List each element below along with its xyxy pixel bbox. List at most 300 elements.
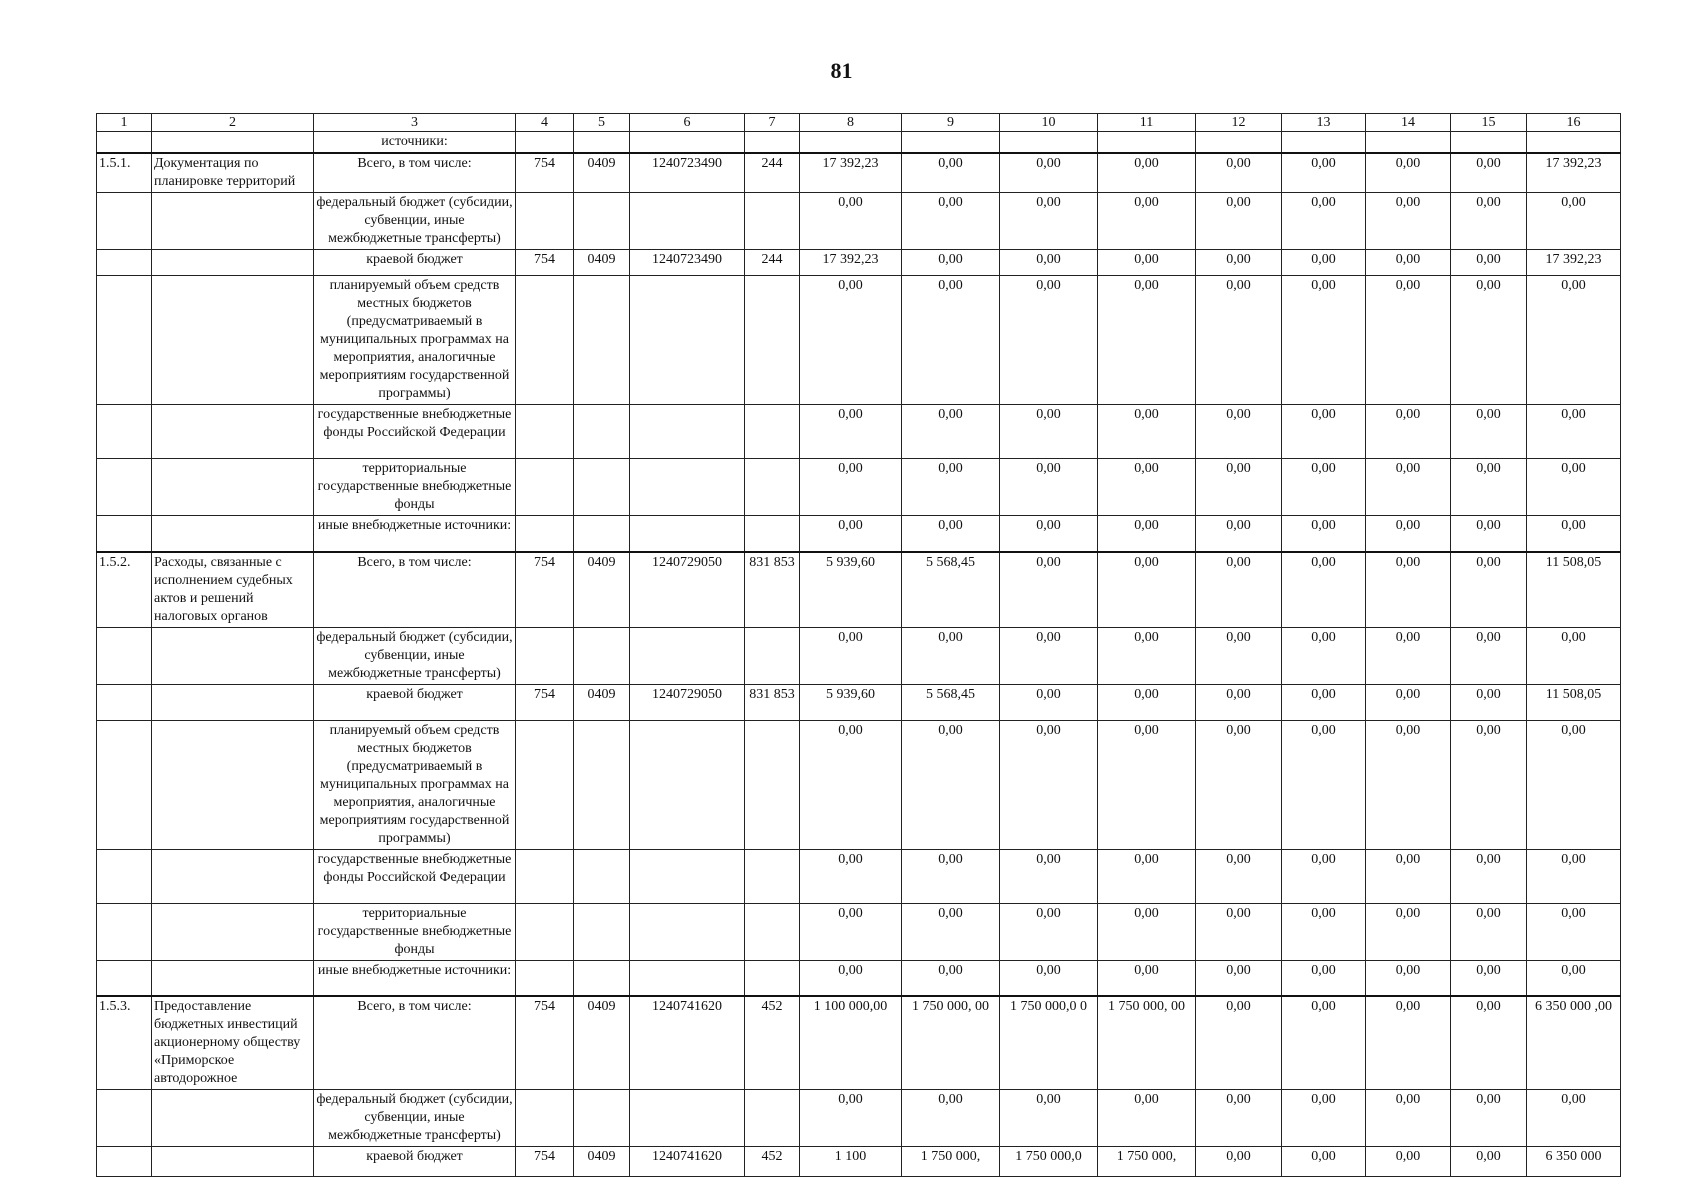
code-cell: 244 [745, 153, 800, 193]
value-cell: 0,00 [1451, 627, 1527, 684]
item-number-cell [97, 459, 152, 516]
value-cell: 1 750 000, 00 [1098, 996, 1196, 1090]
value-cell: 0,00 [1000, 1090, 1098, 1147]
code-cell [574, 193, 630, 250]
value-cell: 0,00 [1282, 903, 1366, 960]
funding-source-cell: источники: [314, 132, 516, 154]
value-cell: 0,00 [1196, 193, 1282, 250]
value-cell: 0,00 [800, 193, 902, 250]
value-cell: 0,00 [1098, 552, 1196, 628]
table-row [97, 1147, 1621, 1177]
value-cell: 0,00 [1196, 996, 1282, 1090]
column-header: 14 [1366, 114, 1451, 132]
item-name-cell [152, 405, 314, 459]
value-cell: 0,00 [800, 1090, 902, 1147]
funding-source-cell: федеральный бюджет (субсидии, субвенции, иные межбюджетные трансферты) [314, 1090, 516, 1147]
value-cell: 0,00 [800, 720, 902, 849]
code-cell [745, 193, 800, 250]
value-cell: 0,00 [1000, 276, 1098, 405]
table-row [97, 153, 1621, 193]
table-row [97, 193, 1621, 250]
funding-source-cell: Всего, в том числе: [314, 996, 516, 1090]
value-cell: 0,00 [1527, 516, 1621, 552]
funding-source-cell: планируемый объем средств местных бюджетов (предусматриваемый в муниципальных программах на мероприятия, аналогичные мероприятиям государственной программы) [314, 720, 516, 849]
code-cell [745, 903, 800, 960]
code-cell: 754 [516, 1147, 574, 1177]
funding-source-cell: краевой бюджет [314, 684, 516, 720]
value-cell: 0,00 [902, 193, 1000, 250]
value-cell: 0,00 [1366, 903, 1451, 960]
value-cell: 0,00 [1451, 193, 1527, 250]
item-name-cell [152, 903, 314, 960]
value-cell: 0,00 [902, 276, 1000, 405]
funding-source-cell: Всего, в том числе: [314, 552, 516, 628]
item-number-cell [97, 193, 152, 250]
code-cell: 754 [516, 684, 574, 720]
column-header: 15 [1451, 114, 1527, 132]
item-name-cell [152, 849, 314, 903]
value-cell: 0,00 [800, 849, 902, 903]
value-cell: 0,00 [1196, 250, 1282, 276]
value-cell: 6 350 000 [1527, 1147, 1621, 1177]
value-cell: 0,00 [1098, 960, 1196, 996]
column-header: 13 [1282, 114, 1366, 132]
funding-source-cell: иные внебюджетные источники: [314, 516, 516, 552]
value-cell: 0,00 [1098, 250, 1196, 276]
value-cell: 0,00 [1451, 276, 1527, 405]
value-cell: 0,00 [1366, 849, 1451, 903]
code-cell [630, 193, 745, 250]
value-cell: 0,00 [1366, 996, 1451, 1090]
funding-source-cell: государственные внебюджетные фонды Российской Федерации [314, 849, 516, 903]
value-cell: 0,00 [1098, 405, 1196, 459]
code-cell: 0409 [574, 552, 630, 628]
value-cell: 0,00 [1366, 276, 1451, 405]
value-cell: 5 568,45 [902, 552, 1000, 628]
value-cell: 0,00 [1451, 960, 1527, 996]
value-cell: 0,00 [1451, 405, 1527, 459]
funding-source-cell: иные внебюджетные источники: [314, 960, 516, 996]
value-cell: 0,00 [1196, 552, 1282, 628]
value-cell: 0,00 [1000, 459, 1098, 516]
value-cell: 0,00 [1366, 153, 1451, 193]
item-number-cell [97, 903, 152, 960]
table-row [97, 132, 1621, 154]
code-cell [516, 405, 574, 459]
item-name-cell [152, 250, 314, 276]
code-cell [630, 459, 745, 516]
column-header-row [97, 114, 1621, 132]
column-header: 11 [1098, 114, 1196, 132]
value-cell: 0,00 [1098, 627, 1196, 684]
value-cell [902, 132, 1000, 154]
value-cell: 0,00 [1451, 459, 1527, 516]
value-cell: 0,00 [902, 153, 1000, 193]
item-number-cell [97, 960, 152, 996]
code-cell: 1240741620 [630, 1147, 745, 1177]
code-cell [574, 276, 630, 405]
value-cell: 0,00 [1282, 627, 1366, 684]
value-cell: 0,00 [1366, 1147, 1451, 1177]
value-cell: 1 100 000,00 [800, 996, 902, 1090]
code-cell [630, 849, 745, 903]
value-cell: 0,00 [902, 1090, 1000, 1147]
code-cell: 0409 [574, 153, 630, 193]
table-row [97, 1090, 1621, 1147]
value-cell [1000, 132, 1098, 154]
value-cell: 5 939,60 [800, 552, 902, 628]
code-cell [745, 516, 800, 552]
value-cell: 0,00 [1000, 849, 1098, 903]
item-number-cell [97, 132, 152, 154]
code-cell [574, 720, 630, 849]
value-cell: 0,00 [1282, 1147, 1366, 1177]
code-cell [630, 627, 745, 684]
value-cell: 0,00 [1282, 684, 1366, 720]
funding-source-cell: государственные внебюджетные фонды Российской Федерации [314, 405, 516, 459]
code-cell [516, 1090, 574, 1147]
column-header: 3 [314, 114, 516, 132]
value-cell: 1 750 000,0 [1000, 1147, 1098, 1177]
item-number-cell [97, 276, 152, 405]
code-cell: 831 853 [745, 552, 800, 628]
value-cell: 0,00 [1196, 903, 1282, 960]
funding-source-cell: краевой бюджет [314, 1147, 516, 1177]
item-number-cell [97, 250, 152, 276]
item-name-cell [152, 627, 314, 684]
code-cell: 1240729050 [630, 684, 745, 720]
code-cell [574, 405, 630, 459]
value-cell: 0,00 [1366, 552, 1451, 628]
value-cell: 5 568,45 [902, 684, 1000, 720]
code-cell [745, 459, 800, 516]
column-header: 5 [574, 114, 630, 132]
value-cell: 0,00 [1451, 720, 1527, 849]
budget-table [96, 113, 1621, 1177]
funding-source-cell: Всего, в том числе: [314, 153, 516, 193]
code-cell [574, 1090, 630, 1147]
item-name-cell: Расходы, связанные с исполнением судебных актов и решений налоговых органов [152, 552, 314, 628]
value-cell: 0,00 [1366, 1090, 1451, 1147]
value-cell: 1 100 [800, 1147, 902, 1177]
item-number-cell: 1.5.2. [97, 552, 152, 628]
item-name-cell: Предоставление бюджетных инвестиций акционерному обществу «Приморское автодорожное [152, 996, 314, 1090]
value-cell: 0,00 [902, 960, 1000, 996]
table-row [97, 684, 1621, 720]
item-number-cell [97, 405, 152, 459]
value-cell: 0,00 [1282, 516, 1366, 552]
value-cell: 0,00 [1000, 960, 1098, 996]
value-cell: 0,00 [1282, 960, 1366, 996]
value-cell: 0,00 [800, 903, 902, 960]
value-cell: 0,00 [1000, 684, 1098, 720]
value-cell: 0,00 [1527, 193, 1621, 250]
value-cell: 0,00 [1527, 276, 1621, 405]
value-cell: 0,00 [1366, 627, 1451, 684]
value-cell: 0,00 [1527, 459, 1621, 516]
funding-source-cell: федеральный бюджет (субсидии, субвенции, иные межбюджетные трансферты) [314, 193, 516, 250]
value-cell: 0,00 [1527, 720, 1621, 849]
value-cell: 0,00 [1196, 627, 1282, 684]
value-cell: 0,00 [1098, 153, 1196, 193]
value-cell: 0,00 [1000, 903, 1098, 960]
code-cell [516, 193, 574, 250]
table-body [97, 132, 1621, 1177]
funding-source-cell: федеральный бюджет (субсидии, субвенции, иные межбюджетные трансферты) [314, 627, 516, 684]
value-cell: 17 392,23 [1527, 153, 1621, 193]
code-cell [574, 903, 630, 960]
value-cell: 0,00 [1366, 405, 1451, 459]
code-cell [516, 720, 574, 849]
code-cell [516, 276, 574, 405]
value-cell: 0,00 [1000, 552, 1098, 628]
code-cell [630, 720, 745, 849]
item-name-cell [152, 1090, 314, 1147]
value-cell: 0,00 [1366, 459, 1451, 516]
table-row [97, 250, 1621, 276]
code-cell [745, 849, 800, 903]
value-cell: 11 508,05 [1527, 552, 1621, 628]
value-cell: 0,00 [1196, 960, 1282, 996]
code-cell: 452 [745, 996, 800, 1090]
item-number-cell: 1.5.3. [97, 996, 152, 1090]
value-cell: 0,00 [1366, 516, 1451, 552]
code-cell: 1240741620 [630, 996, 745, 1090]
code-cell: 754 [516, 153, 574, 193]
item-name-cell [152, 193, 314, 250]
value-cell: 0,00 [1282, 153, 1366, 193]
code-cell: 0409 [574, 1147, 630, 1177]
code-cell: 244 [745, 250, 800, 276]
code-cell [516, 516, 574, 552]
value-cell: 0,00 [1527, 627, 1621, 684]
table-row [97, 627, 1621, 684]
code-cell [574, 132, 630, 154]
value-cell: 0,00 [1451, 1090, 1527, 1147]
code-cell: 0409 [574, 684, 630, 720]
value-cell [1451, 132, 1527, 154]
value-cell: 1 750 000,0 0 [1000, 996, 1098, 1090]
value-cell: 0,00 [1451, 516, 1527, 552]
code-cell [574, 516, 630, 552]
item-number-cell [97, 1090, 152, 1147]
value-cell: 0,00 [1000, 516, 1098, 552]
value-cell: 0,00 [1527, 903, 1621, 960]
value-cell: 0,00 [1196, 153, 1282, 193]
table-row [97, 903, 1621, 960]
code-cell [745, 405, 800, 459]
code-cell [630, 276, 745, 405]
value-cell: 0,00 [1000, 153, 1098, 193]
value-cell: 0,00 [1451, 903, 1527, 960]
column-header: 4 [516, 114, 574, 132]
code-cell: 754 [516, 250, 574, 276]
funding-source-cell: краевой бюджет [314, 250, 516, 276]
value-cell: 0,00 [800, 405, 902, 459]
value-cell: 0,00 [1282, 849, 1366, 903]
code-cell [745, 720, 800, 849]
code-cell [745, 627, 800, 684]
code-cell: 754 [516, 552, 574, 628]
value-cell: 0,00 [1282, 996, 1366, 1090]
value-cell [1098, 132, 1196, 154]
value-cell: 6 350 000 ,00 [1527, 996, 1621, 1090]
value-cell: 11 508,05 [1527, 684, 1621, 720]
item-name-cell [152, 516, 314, 552]
code-cell [574, 627, 630, 684]
column-header: 12 [1196, 114, 1282, 132]
value-cell: 0,00 [1196, 405, 1282, 459]
code-cell [630, 1090, 745, 1147]
code-cell [630, 405, 745, 459]
code-cell [516, 459, 574, 516]
value-cell: 17 392,23 [800, 153, 902, 193]
value-cell: 0,00 [1451, 552, 1527, 628]
item-number-cell [97, 720, 152, 849]
value-cell: 0,00 [1451, 684, 1527, 720]
value-cell: 0,00 [1282, 276, 1366, 405]
item-name-cell [152, 459, 314, 516]
value-cell: 0,00 [1098, 720, 1196, 849]
item-name-cell [152, 684, 314, 720]
item-number-cell [97, 849, 152, 903]
value-cell: 0,00 [1000, 627, 1098, 684]
value-cell: 0,00 [1366, 960, 1451, 996]
value-cell: 0,00 [1282, 405, 1366, 459]
code-cell [630, 903, 745, 960]
value-cell: 0,00 [1098, 849, 1196, 903]
funding-source-cell: планируемый объем средств местных бюджетов (предусматриваемый в муниципальных программах на мероприятия, аналогичные мероприятиям государственной программы) [314, 276, 516, 405]
value-cell: 1 750 000, [902, 1147, 1000, 1177]
table-row [97, 996, 1621, 1090]
value-cell: 0,00 [1196, 1090, 1282, 1147]
table-row [97, 849, 1621, 903]
value-cell: 17 392,23 [1527, 250, 1621, 276]
value-cell: 0,00 [902, 405, 1000, 459]
value-cell: 5 939,60 [800, 684, 902, 720]
value-cell: 0,00 [1366, 193, 1451, 250]
table-row [97, 720, 1621, 849]
item-name-cell [152, 1147, 314, 1177]
value-cell: 0,00 [1527, 405, 1621, 459]
value-cell [1527, 132, 1621, 154]
value-cell: 0,00 [1000, 250, 1098, 276]
value-cell: 0,00 [1282, 720, 1366, 849]
table-row [97, 516, 1621, 552]
funding-source-cell: территориальные государственные внебюджетные фонды [314, 459, 516, 516]
table-row [97, 960, 1621, 996]
value-cell: 0,00 [1098, 684, 1196, 720]
value-cell: 0,00 [902, 459, 1000, 516]
item-name-cell [152, 960, 314, 996]
value-cell: 0,00 [800, 516, 902, 552]
column-header: 9 [902, 114, 1000, 132]
value-cell: 0,00 [1196, 684, 1282, 720]
value-cell: 0,00 [1451, 849, 1527, 903]
value-cell: 0,00 [800, 627, 902, 684]
value-cell: 0,00 [800, 459, 902, 516]
value-cell: 0,00 [1366, 250, 1451, 276]
code-cell [630, 132, 745, 154]
column-header: 6 [630, 114, 745, 132]
value-cell: 0,00 [1196, 849, 1282, 903]
code-cell: 452 [745, 1147, 800, 1177]
column-header: 16 [1527, 114, 1621, 132]
value-cell: 0,00 [1000, 193, 1098, 250]
code-cell [516, 849, 574, 903]
column-header: 1 [97, 114, 152, 132]
value-cell: 0,00 [1196, 516, 1282, 552]
value-cell [1196, 132, 1282, 154]
code-cell [630, 960, 745, 996]
value-cell: 0,00 [1196, 276, 1282, 405]
value-cell: 0,00 [902, 720, 1000, 849]
value-cell: 0,00 [1451, 1147, 1527, 1177]
item-number-cell [97, 627, 152, 684]
funding-source-cell: территориальные государственные внебюджетные фонды [314, 903, 516, 960]
code-cell [574, 459, 630, 516]
value-cell: 0,00 [1000, 720, 1098, 849]
value-cell: 0,00 [1282, 459, 1366, 516]
item-number-cell [97, 516, 152, 552]
value-cell: 0,00 [1282, 552, 1366, 628]
code-cell [516, 627, 574, 684]
code-cell: 1240729050 [630, 552, 745, 628]
value-cell: 0,00 [1196, 459, 1282, 516]
value-cell: 0,00 [1000, 405, 1098, 459]
value-cell: 0,00 [1196, 720, 1282, 849]
code-cell [516, 960, 574, 996]
table-row [97, 405, 1621, 459]
value-cell: 0,00 [1098, 193, 1196, 250]
item-number-cell: 1.5.1. [97, 153, 152, 193]
code-cell [745, 960, 800, 996]
value-cell: 0,00 [902, 516, 1000, 552]
value-cell: 17 392,23 [800, 250, 902, 276]
column-header: 8 [800, 114, 902, 132]
item-number-cell [97, 1147, 152, 1177]
value-cell: 0,00 [1527, 849, 1621, 903]
value-cell [1366, 132, 1451, 154]
value-cell: 0,00 [1098, 1090, 1196, 1147]
value-cell: 1 750 000, [1098, 1147, 1196, 1177]
value-cell: 0,00 [1366, 684, 1451, 720]
item-name-cell [152, 132, 314, 154]
code-cell [574, 849, 630, 903]
value-cell: 0,00 [1098, 276, 1196, 405]
value-cell: 0,00 [1098, 903, 1196, 960]
value-cell: 0,00 [902, 250, 1000, 276]
value-cell: 0,00 [1451, 996, 1527, 1090]
value-cell: 0,00 [1527, 960, 1621, 996]
value-cell: 0,00 [902, 849, 1000, 903]
value-cell: 0,00 [1366, 720, 1451, 849]
code-cell: 831 853 [745, 684, 800, 720]
code-cell: 754 [516, 996, 574, 1090]
value-cell: 0,00 [1282, 193, 1366, 250]
value-cell: 0,00 [902, 627, 1000, 684]
value-cell: 0,00 [1098, 459, 1196, 516]
code-cell [516, 903, 574, 960]
table-row [97, 459, 1621, 516]
value-cell [1282, 132, 1366, 154]
table-row [97, 552, 1621, 628]
value-cell: 0,00 [902, 903, 1000, 960]
value-cell: 0,00 [1098, 516, 1196, 552]
item-number-cell [97, 684, 152, 720]
value-cell: 0,00 [1196, 1147, 1282, 1177]
code-cell [516, 132, 574, 154]
